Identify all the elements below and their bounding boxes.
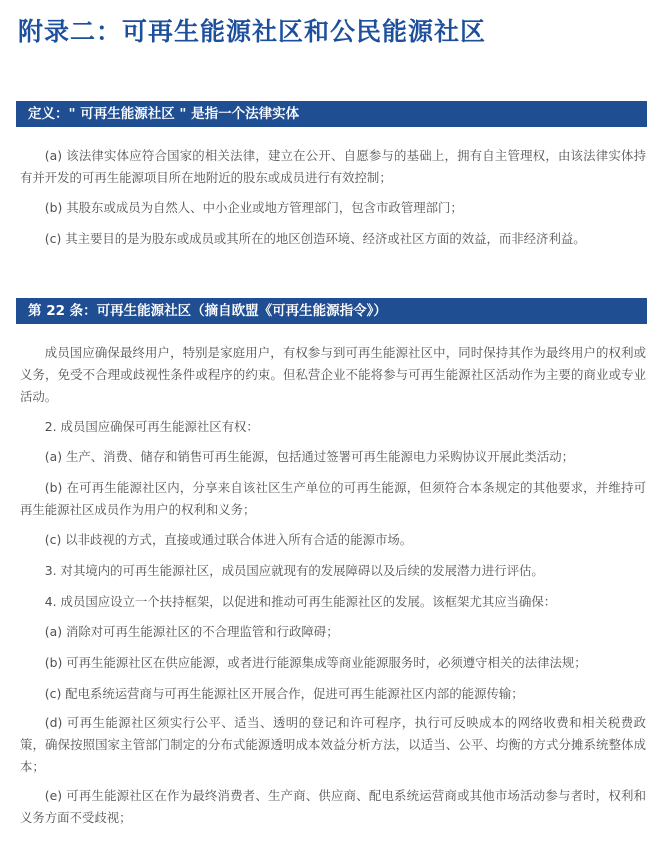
section-heading-definition: 定义：" 可再生能源社区 " 是指一个法律实体 — [16, 101, 647, 127]
article-item-4e: (e) 可再生能源社区在作为最终消费者、生产商、供应商、配电系统运营商或其他市场活动参与者时，权利和义务方面不受歧视； — [20, 788, 646, 825]
article-item-2c: (c) 以非歧视的方式，直接或通过联合体进入所有合适的能源市场。 — [44, 532, 413, 547]
article-paragraph-1: 成员国应确保最终用户，特别是家庭用户，有权参与到可再生能源社区中，同时保持其作为最终用户的权利或义务，免受不合理或歧视性条件或程序的约束。但私营企业不能将参与可再生能源社区活动作为主要的商业或专业活动。 — [20, 345, 646, 404]
article-item-4a: (a) 消除对可再生能源社区的不合理监管和行政障碍； — [44, 624, 339, 639]
article-item-2a: (a) 生产、消费、储存和销售可再生能源，包括通过签署可再生能源电力采购协议开展此类活动； — [44, 449, 575, 464]
article-item-4d: (d) 可再生能源社区须实行公平、适当、透明的登记和许可程序，执行可反映成本的网络收费和相关税费政策，确保按照国家主管部门制定的分布式能源透明成本效益分析方法，以适当、公平、均衡的方式分摊系统整体成本； — [20, 715, 646, 774]
article-item-4c: (c) 配电系统运营商与可再生能源社区开展合作，促进可再生能源社区内部的能源传输； — [44, 686, 524, 701]
article-item-2b: (b) 在可再生能源社区内，分享来自该社区生产单位的可再生能源，但须符合本条规定的其他要求，并维持可再生能源社区成员作为用户的权利和义务； — [20, 480, 646, 517]
article-paragraph-2: 2. 成员国应确保可再生能源社区有权： — [44, 419, 259, 434]
page-title: 附录二：可再生能源社区和公民能源社区 — [18, 17, 487, 46]
section-heading-article-22: 第 22 条：可再生能源社区（摘自欧盟《可再生能源指令》） — [16, 298, 647, 324]
definition-item-b: (b) 其股东或成员为自然人、中小企业或地方管理部门，包含市政管理部门； — [44, 200, 463, 215]
article-item-4b: (b) 可再生能源社区在供应能源，或者进行能源集成等商业能源服务时，必须遵守相关的法律法规； — [44, 655, 587, 670]
article-paragraph-3: 3. 对其境内的可再生能源社区，成员国应就现有的发展障碍以及后续的发展潜力进行评估。 — [44, 563, 544, 578]
definition-item-a: (a) 该法律实体应符合国家的相关法律，建立在公开、自愿参与的基础上，拥有自主管理权，由该法律实体持有并开发的可再生能源项目所在地附近的股东或成员进行有效控制； — [20, 148, 646, 185]
definition-item-c: (c) 其主要目的是为股东或成员或其所在的地区创造环境、经济或社区方面的效益，而非经济利益。 — [44, 231, 586, 246]
article-paragraph-4: 4. 成员国应设立一个扶持框架，以促进和推动可再生能源社区的发展。该框架尤其应当确保： — [44, 594, 557, 609]
